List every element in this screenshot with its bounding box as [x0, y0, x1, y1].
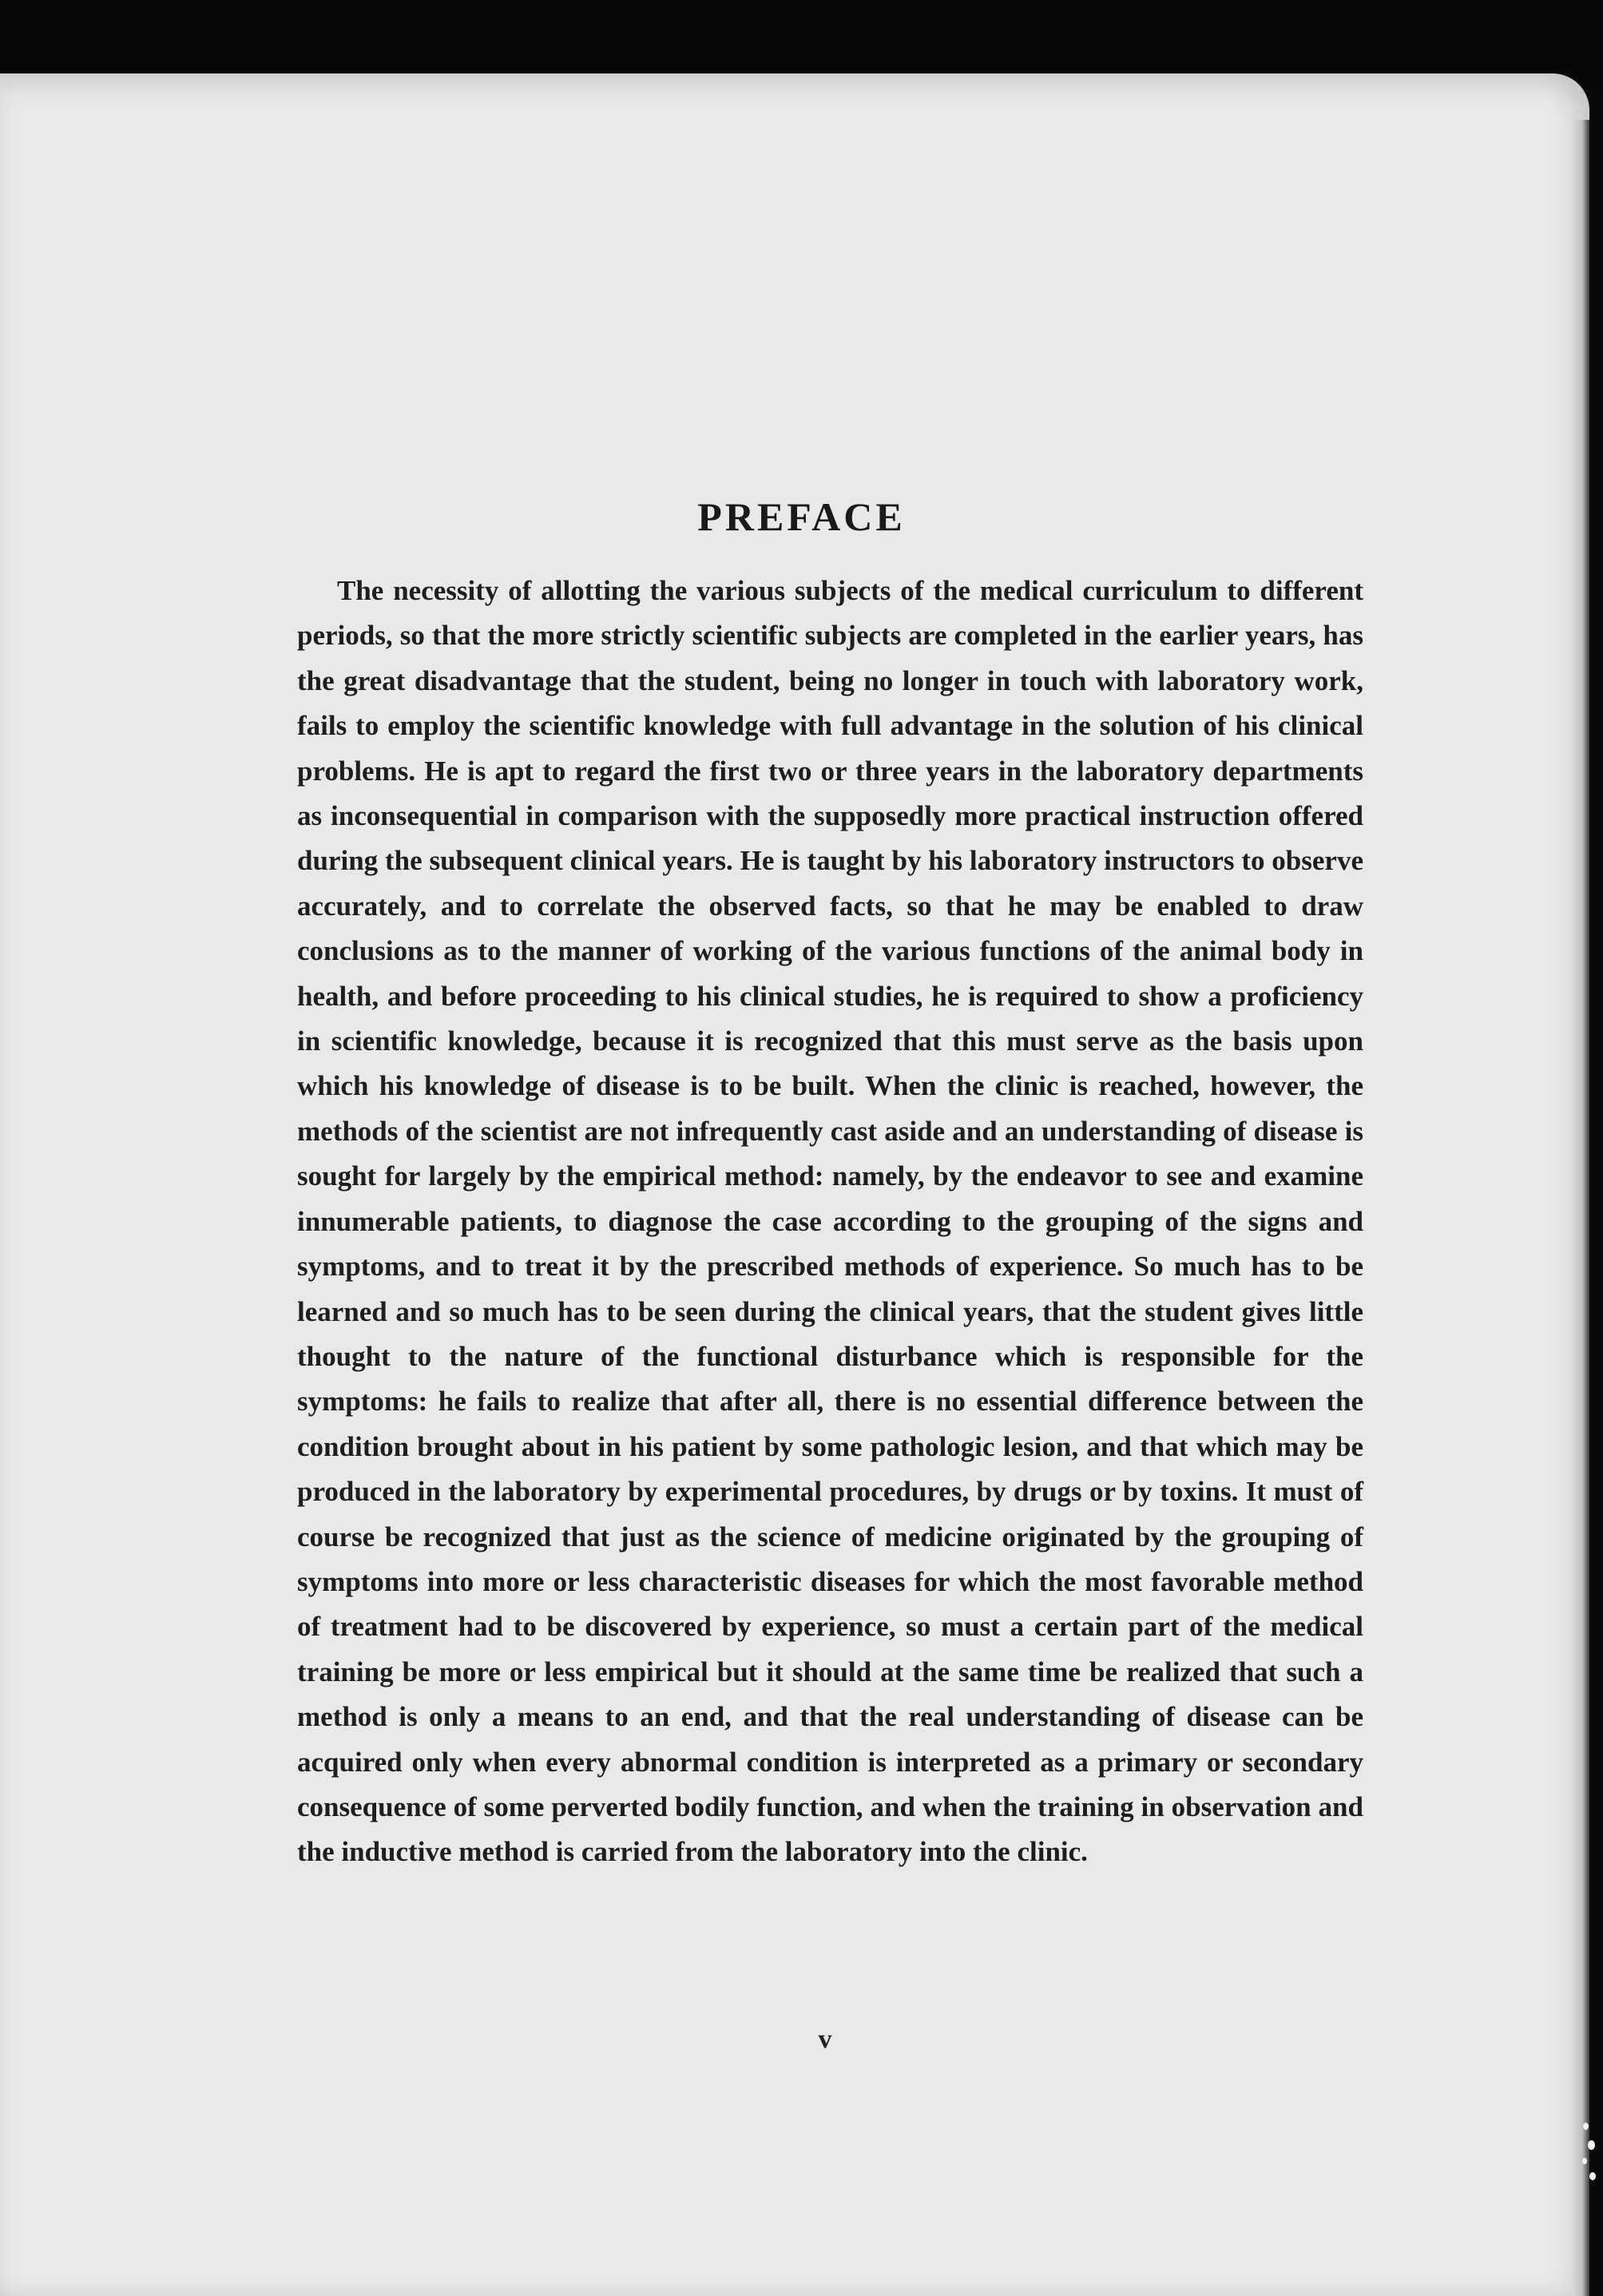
page-edge-shadow	[1572, 120, 1589, 2296]
page-number: v	[818, 2024, 832, 2054]
page-title: PREFACE	[697, 494, 906, 539]
preface-paragraph: The necessity of allotting the various subjects of the medical curriculum to different periods, so that the more strictly scientific subjects are completed in the earlier years, has the great disadvantage that the student, being no longer in touch with laboratory work, fails to employ the scientific knowledge with full advantage in the solution of his clinical problems. He is apt to regard the first two or three years in the laboratory departments as inconsequential in comparison with the supposedly more practical instruction offered during the subsequent clinical years. He is taught by his laboratory instructors to observe accurately, and to correlate the observed facts, so that he may be enabled to draw conclusions as to the manner of working of the various functions of the animal body in health, and before proceeding to his clinical studies, he is required to show a proficiency in scientific knowledge, because it is recognized that this must serve as the basis upon which his knowledge of disease is to be built. When the clinic is reached, however, the methods of the scientist are not infrequently cast aside and an understanding of disease is sought for largely by the empirical method: namely, by the endeavor to see and examine innumerable patients, to diagnose the case according to the grouping of the signs and symptoms, and to treat it by the prescribed methods of experience. So much has to be learned and so much has to be seen during the clinical years, that the student gives little thought to the nature of the functional disturbance which is responsible for the symptoms: he fails to realize that after all, there is no essential difference between the condition brought about in his patient by some pathologic lesion, and that which may be produced in the laboratory by experimental procedures, by drugs or by toxins. It must of course be recognized that just as the science of medicine originated by the grouping of symptoms into more or less characteristic diseases for which the most favorable method of treatment had to be discovered by experience, so must a certain part of the medical training be more or less empirical but it should at the same time be realized that such a method is only a means to an end, and that the real understanding of disease can be acquired only when every abnormal condition is interpreted as a primary or secondary consequence of some perverted bodily function, and when the training in observation and the inductive method is carried from the laboratory into the clinic.	[297, 575, 1363, 1868]
scan-specks	[1580, 2116, 1599, 2188]
